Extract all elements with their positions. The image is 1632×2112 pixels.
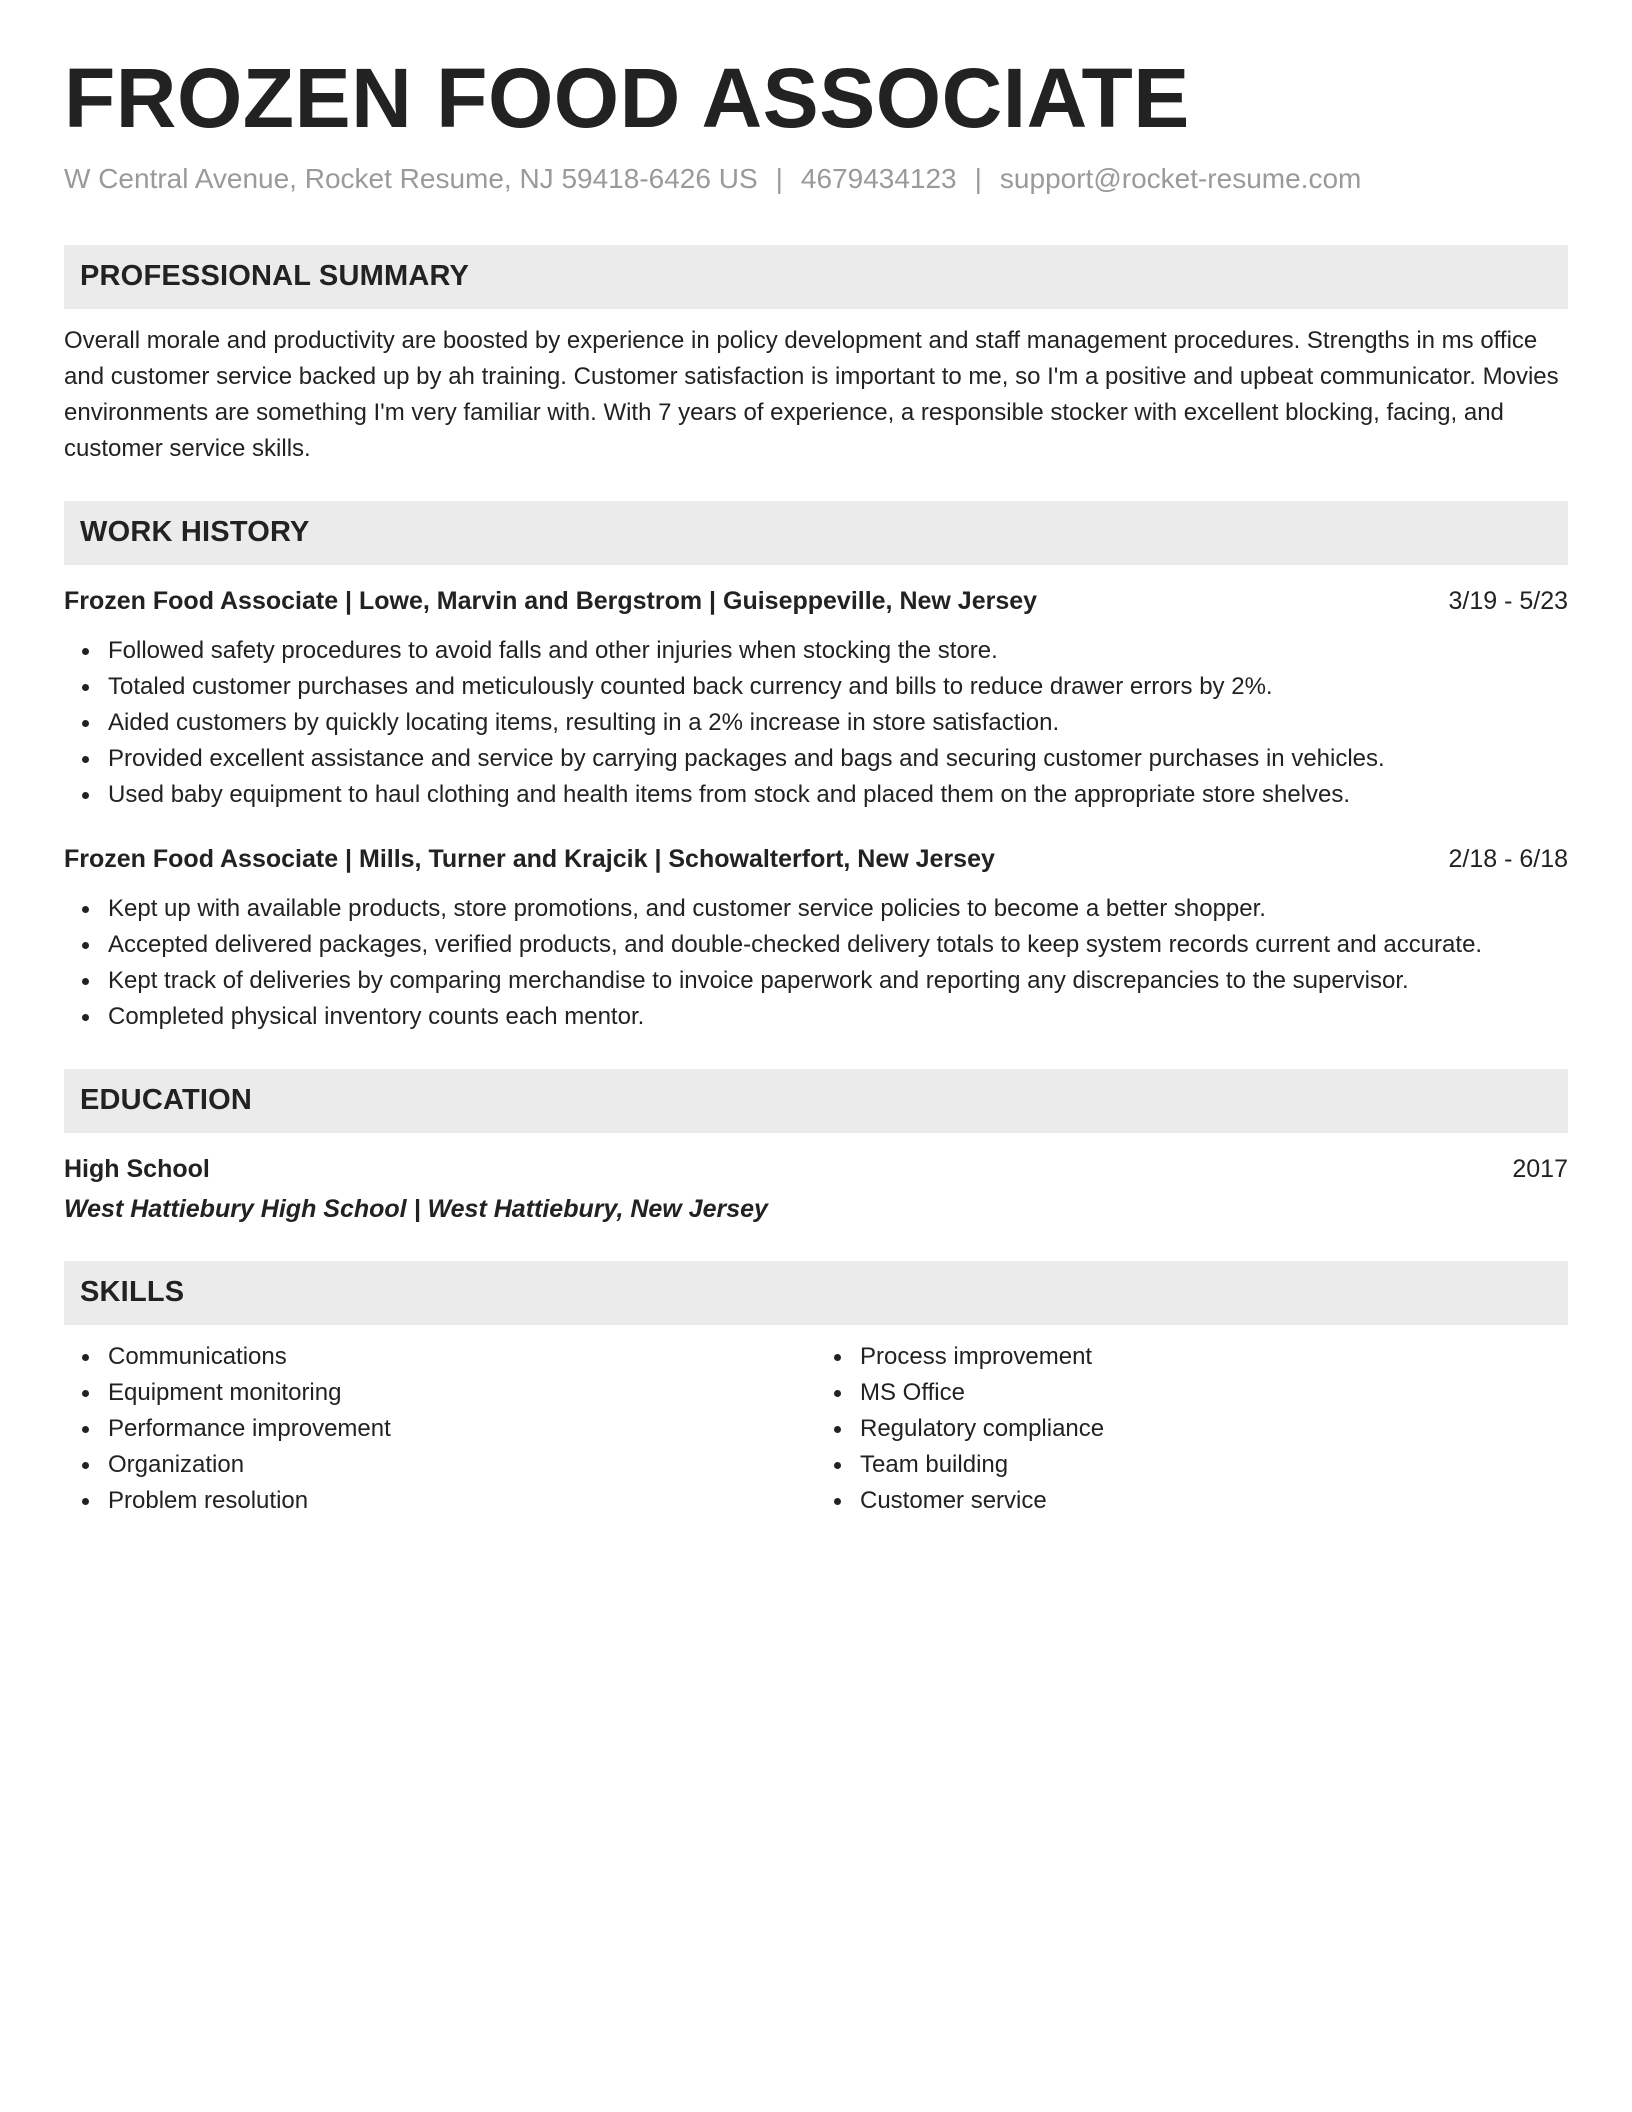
section-header-education: EDUCATION: [64, 1069, 1568, 1133]
job-title: Frozen Food Associate | Lowe, Marvin and Bergstrom | Guiseppeville, New Jersey: [64, 586, 1038, 615]
job-dates: 3/19 - 5/23: [1448, 586, 1568, 615]
contact-address: W Central Avenue, Rocket Resume, NJ 59418-6426 US: [64, 162, 758, 194]
education-entry: [64, 1151, 1568, 1227]
skills-columns: [64, 1339, 1568, 1519]
skill-item: Customer service: [860, 1483, 1568, 1519]
job-bullet: Completed physical inventory counts each mentor.: [108, 999, 1568, 1035]
section-header-summary: PROFESSIONAL SUMMARY: [64, 245, 1568, 309]
skill-item: Organization: [108, 1447, 816, 1483]
contact-phone: 4679434123: [800, 162, 957, 194]
skill-item: Team building: [860, 1447, 1568, 1483]
job-bullet: Totaled customer purchases and meticulously counted back currency and bills to reduce drawer errors by 2%.: [108, 669, 1568, 705]
education-year: 2017: [1512, 1154, 1568, 1183]
job-bullet: Followed safety procedures to avoid falls and other injuries when stocking the store.: [108, 633, 1568, 669]
skill-item: Performance improvement: [108, 1411, 816, 1447]
contact-separator: |: [974, 162, 982, 194]
contact-separator: |: [775, 162, 783, 194]
education-school: West Hattiebury High School | West Hattiebury, New Jersey: [64, 1194, 768, 1223]
skill-item: Problem resolution: [108, 1483, 816, 1519]
education-degree: High School: [64, 1154, 210, 1183]
job-bullet: Used baby equipment to haul clothing and health items from stock and placed them on the appropriate store shelves.: [108, 777, 1568, 813]
job-entry: [64, 583, 1568, 813]
skills-list-right: [816, 1339, 1568, 1519]
education-header: [64, 1151, 1568, 1187]
contact-line: [64, 161, 1568, 197]
skill-item: Equipment monitoring: [108, 1375, 816, 1411]
job-bullet: Kept track of deliveries by comparing merchandise to invoice paperwork and reporting any discrepancies to the supervisor.: [108, 963, 1568, 999]
job-bullet: Kept up with available products, store promotions, and customer service policies to become a better shopper.: [108, 891, 1568, 927]
job-bullets: [64, 891, 1568, 1035]
section-header-skills: SKILLS: [64, 1261, 1568, 1325]
summary-text: Overall morale and productivity are boosted by experience in policy development and staff management procedures. Strengths in ms office and customer service backed up by ah training. Customer satisfaction is important to me, so I'm a positive and upbeat communicator. Movies environments are something I'm very familiar with. With 7 years of experience, a responsible stocker with excellent blocking, facing, and customer service skills.: [64, 326, 1559, 462]
skills-list-left: [64, 1339, 816, 1519]
job-header: [64, 841, 1568, 877]
job-dates: 2/18 - 6/18: [1448, 844, 1568, 873]
section-header-work-history: WORK HISTORY: [64, 501, 1568, 565]
skill-item: Regulatory compliance: [860, 1411, 1568, 1447]
resume-name: FROZEN FOOD ASSOCIATE: [64, 51, 1190, 145]
job-entry: [64, 841, 1568, 1035]
skill-item: Process improvement: [860, 1339, 1568, 1375]
job-bullet: Accepted delivered packages, verified products, and double-checked delivery totals to keep system records current and accurate.: [108, 927, 1568, 963]
contact-email: support@rocket-resume.com: [999, 162, 1362, 194]
job-bullet: Provided excellent assistance and service by carrying packages and bags and securing customer purchases in vehicles.: [108, 741, 1568, 777]
job-title: Frozen Food Associate | Mills, Turner and Krajcik | Schowalterfort, New Jersey: [64, 844, 995, 873]
job-bullets: [64, 633, 1568, 813]
skill-item: MS Office: [860, 1375, 1568, 1411]
job-bullet: Aided customers by quickly locating items, resulting in a 2% increase in store satisfaction.: [108, 705, 1568, 741]
skill-item: Communications: [108, 1339, 816, 1375]
job-header: [64, 583, 1568, 619]
